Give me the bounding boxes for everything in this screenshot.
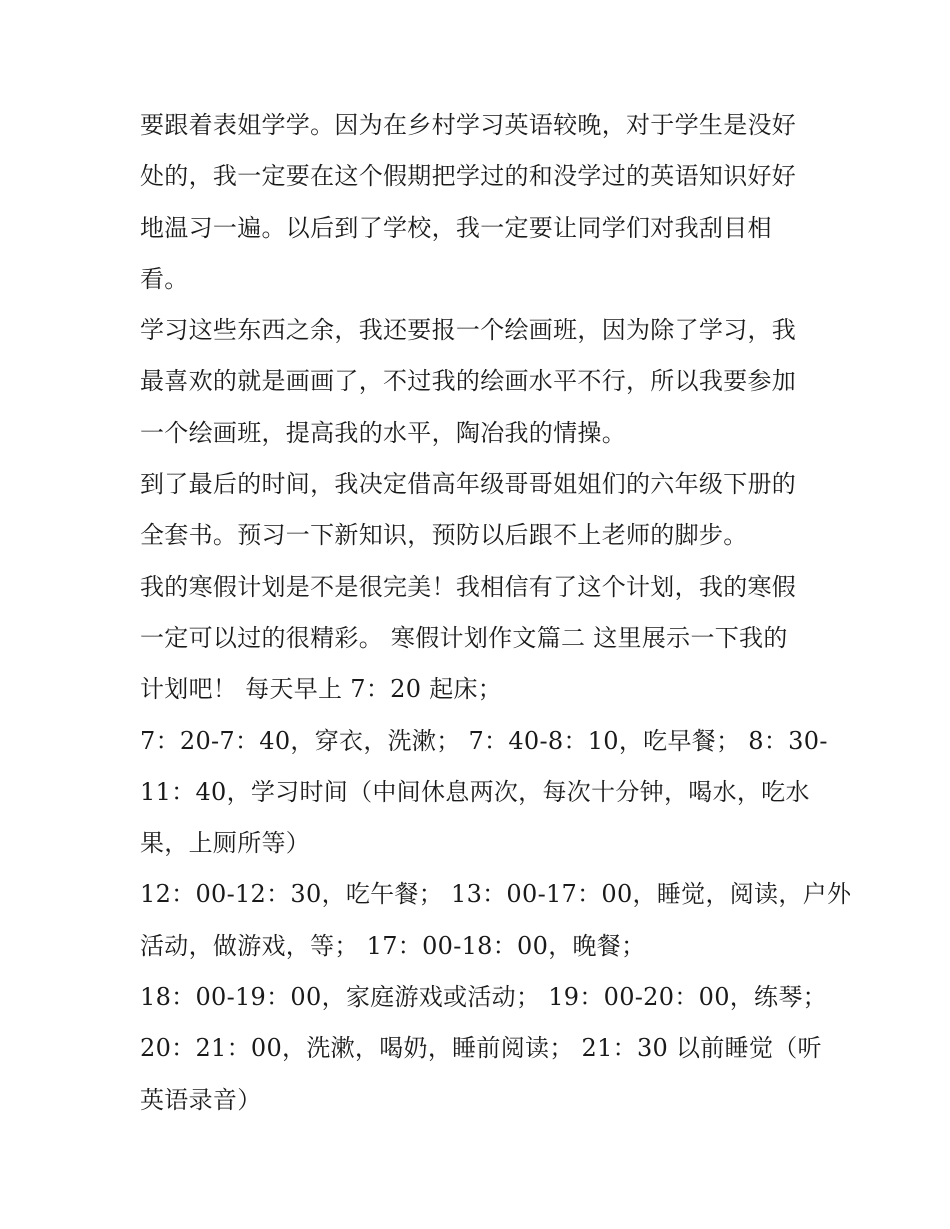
text-line: 12：00-12：30，吃午餐； 13：00-17：00，睡觉，阅读，户外 [140,880,852,909]
text-line: 地温习一遍。以后到了学校，我一定要让同学们对我刮目相 [140,213,772,242]
body-text [140,100,852,1126]
text-line: 一定可以过的很精彩。 寒假计划作文篇二 这里展示一下我的 [140,623,788,652]
text-line: 最喜欢的就是画画了，不过我的绘画水平不行，所以我要参加 [140,367,797,396]
text-line: 看。 [140,264,189,293]
text-line: 11：40，学习时间（中间休息两次，每次十分钟，喝水，吃水 [140,777,810,806]
text-line: 果，上厕所等） [140,829,311,858]
text-line: 全套书。预习一下新知识，预防以后跟不上老师的脚步。 [140,521,748,550]
text-line: 处的，我一定要在这个假期把学过的和没学过的英语知识好好 [140,162,797,191]
text-line: 到了最后的时间，我决定借高年级哥哥姐姐们的六年级下册的 [140,470,797,499]
text-line: 20：21：00，洗漱，喝奶，睡前阅读； 21：30 以前睡觉（听 [140,1034,822,1063]
text-line: 活动，做游戏，等； 17：00-18：00，晚餐； [140,931,646,960]
text-line: 7：20-7：40，穿衣，洗漱； 7：40-8：10，吃早餐； 8：30- [140,726,828,755]
text-line: 英语录音） [140,1085,262,1114]
text-line: 要跟着表姐学学。因为在乡村学习英语较晚，对于学生是没好 [140,111,797,139]
text-line: 18：00-19：00，家庭游戏或活动； 19：00-20：00，练琴； [140,983,827,1012]
text-line: 计划吧！ 每天早上 7：20 起床； [140,675,503,704]
text-line: 一个绘画班，提高我的水平，陶冶我的情操。 [140,418,626,447]
text-line: 学习这些东西之余，我还要报一个绘画班，因为除了学习，我 [140,316,797,345]
text-line: 我的寒假计划是不是很完美！我相信有了这个计划，我的寒假 [140,572,797,601]
